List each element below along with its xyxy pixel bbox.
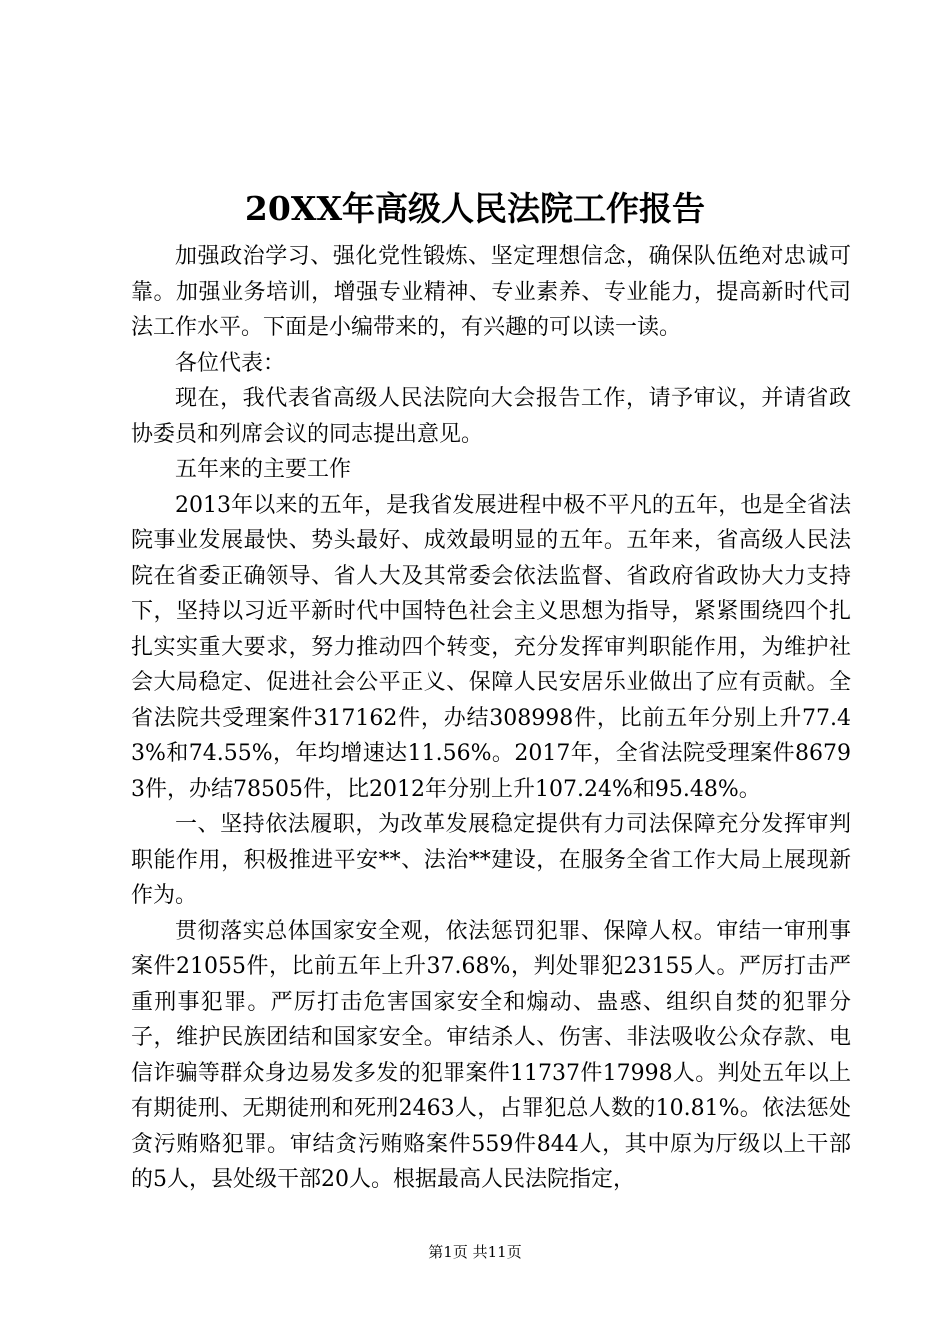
paragraph-salutation: 各位代表：: [175, 350, 286, 376]
document-title: 20XX年高级人民法院工作报告: [244, 189, 706, 228]
document-body: [131, 239, 851, 1198]
paragraph-five-years: 2013年以来的五年，是我省发展进程中极不平凡的五年，也是全省法院事业发展最快、势头最好、成效最明显的五年。五年来，省高级人民法院在省委正确领导、省人大及其常委会依法监督、省政府省政协大力支持下，坚持以习近平新时代中国特色社会主义思想为指导，紧紧围绕四个扎扎实实重大要求，努力推动四个转变，充分发挥审判职能作用，为维护社会大局稳定、促进社会公平正义、保障人民安居乐业做出了应有贡献。全省法院共受理案件317162件，办结308998件，比前五年分别上升77.43%和74.55%，年均增速达11.56%。2017年，全省法院受理案件86793件，办结78505件，比2012年分别上升107.24%和95.48%。: [131, 492, 851, 802]
paragraph-security: 贯彻落实总体国家安全观，依法惩罚犯罪、保障人权。审结一审刑事案件21055件，比前五年上升37.68%，判处罪犯23155人。严厉打击严重刑事犯罪。严厉打击危害国家安全和煽动、蛊惑、组织自焚的犯罪分子，维护民族团结和国家安全。审结杀人、伤害、非法吸收公众存款、电信诈骗等群众身边易发多发的犯罪案件11737件17998人。判处五年以上有期徒刑、无期徒刑和死刑2463人，占罪犯总人数的10.81%。依法惩处贪污贿赂犯罪。审结贪污贿赂案件559件844人，其中原为厅级以上干部的5人，县处级干部20人。根据最高人民法院指定，: [131, 918, 851, 1192]
page-footer: 第1页 共11页: [428, 1243, 522, 1261]
section-heading-one: 一、坚持依法履职，为改革发展稳定提供有力司法保障充分发挥审判职能作用，积极推进平安**、法治**建设，在服务全省工作大局上展现新作为。: [131, 812, 851, 908]
paragraph-intro: 加强政治学习、强化党性锻炼、坚定理想信念，确保队伍绝对忠诚可靠。加强业务培训，增强专业精神、专业素养、专业能力，提高新时代司法工作水平。下面是小编带来的，有兴趣的可以读一读。: [131, 244, 851, 340]
section-heading-main-work: 五年来的主要工作: [175, 457, 352, 482]
paragraph-opening: 现在，我代表省高级人民法院向大会报告工作，请予审议，并请省政协委员和列席会议的同志提出意见。: [131, 386, 851, 447]
